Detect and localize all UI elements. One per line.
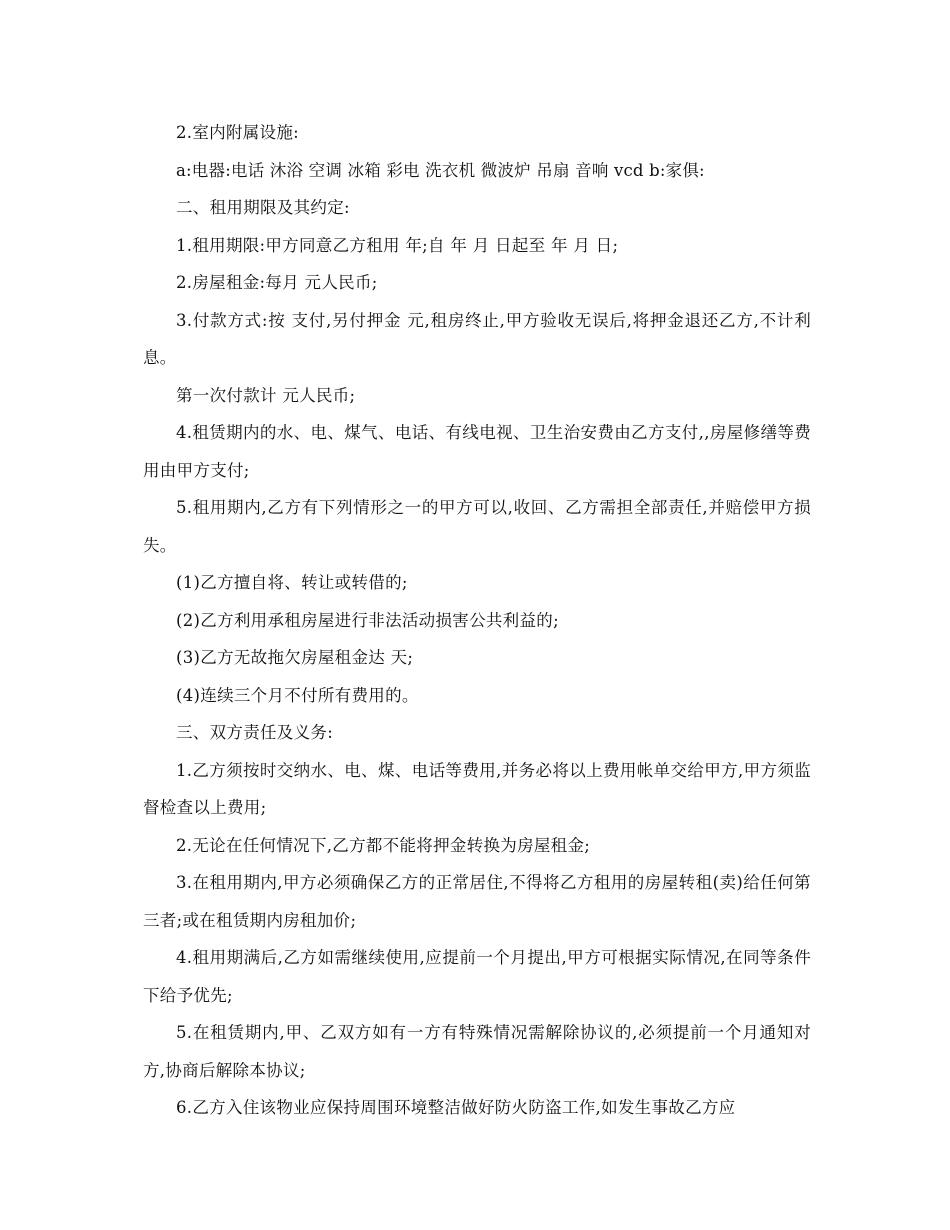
paragraph-appliances-list: a:电器:电话 沐浴 空调 冰箱 彩电 洗衣机 微波炉 吊扇 音响 vcd b:家俱: — [176, 160, 705, 180]
paragraph-responsibility-5: 5.在租赁期内,甲、乙双方如有一方有特殊情况需解除协议的,必须提前一个月通知对方,协商后解除本协议; — [143, 1023, 811, 1080]
list-item-condition-1: (1)乙方擅自将、转让或转借的; — [176, 573, 408, 592]
paragraph-responsibility-2: 2.无论在任何情况下,乙方都不能将押金转换为房屋租金; — [176, 835, 591, 855]
paragraph-monthly-rent: 2.房屋租金:每月 元人民币; — [176, 273, 378, 292]
paragraph-responsibility-6: 6.乙方入住该物业应保持周围环境整洁做好防火防盗工作,如发生事故乙方应 — [176, 1098, 736, 1117]
paragraph-termination-conditions: 5.租用期内,乙方有下列情形之一的甲方可以,收回、乙方需担全部责任,并赔偿甲方损失。 — [143, 498, 811, 555]
document-body — [143, 114, 811, 1127]
paragraph-lease-period: 1.租用期限:甲方同意乙方租用 年;自 年 月 日起至 年 月 日; — [176, 235, 619, 255]
paragraph-utility-fees: 4.租赁期内的水、电、煤气、电话、有线电视、卫生治安费由乙方支付,,房屋修缮等费用由甲方支付; — [143, 423, 811, 480]
list-item-condition-2: (2)乙方利用承租房屋进行非法活动损害公共利益的; — [176, 610, 559, 630]
paragraph-first-payment: 第一次付款计 元人民币; — [176, 385, 356, 405]
paragraph-payment-method: 3.付款方式:按 支付,另付押金 元,租房终止,甲方验收无误后,将押金退还乙方,不计利息。 — [143, 310, 811, 367]
list-item-condition-4: (4)连续三个月不付所有费用的。 — [176, 685, 419, 705]
paragraph-responsibility-4: 4.租用期满后,乙方如需继续使用,应提前一个月提出,甲方可根据实际情况,在同等条件下给予优先; — [143, 948, 811, 1005]
section-heading-responsibilities: 三、双方责任及义务: — [176, 723, 334, 742]
paragraph-responsibility-3: 3.在租用期内,甲方必须确保乙方的正常居住,不得将乙方租用的房屋转租(卖)给任何第三者;或在租赁期内房租加价; — [143, 873, 811, 930]
list-item-condition-3: (3)乙方无故拖欠房屋租金达 天; — [176, 648, 414, 667]
section-heading-lease-term: 二、租用期限及其约定: — [176, 198, 350, 217]
paragraph-responsibility-1: 1.乙方须按时交纳水、电、煤、电话等费用,并务必将以上费用帐单交给甲方,甲方须监督检查以上费用; — [143, 760, 811, 817]
paragraph-facilities-heading: 2.室内附属设施: — [176, 123, 300, 142]
